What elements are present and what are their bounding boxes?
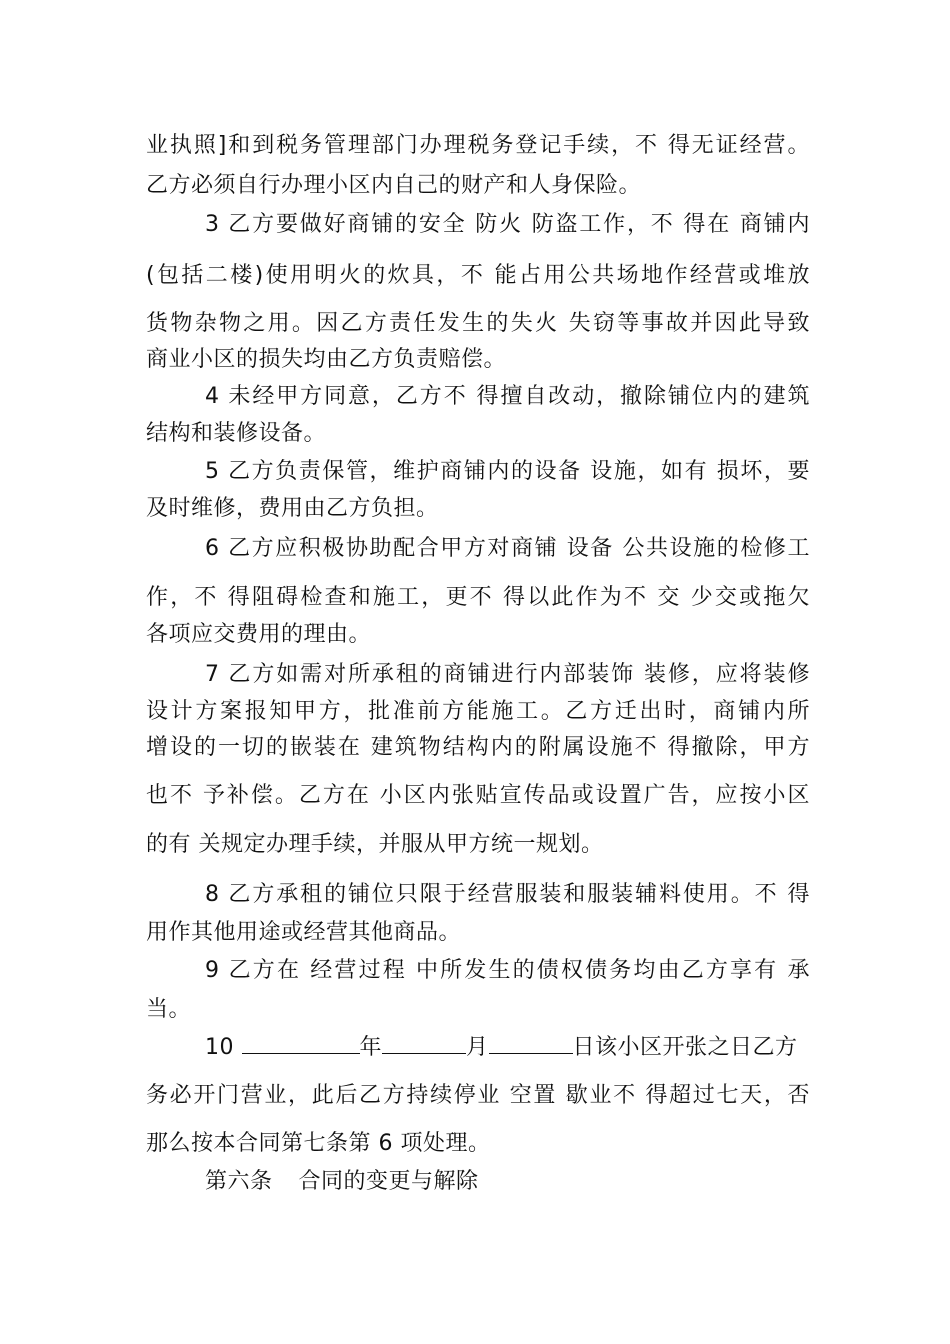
text-line: 货物杂物之用。因乙方责任发生的失火 失窃等事故并因此导致 (146, 311, 810, 336)
text-line: 作，不 得阻碍检查和施工，更不 得以此作为不 交 少交或拖欠 (146, 585, 810, 610)
month-label: 月 (466, 1035, 489, 1060)
paragraph-10-start (205, 1031, 810, 1061)
paragraph-3-start: 3 乙方要做好商铺的安全 防火 防盗工作，不 得在 商铺内 (205, 212, 810, 237)
item-number: 10 (205, 1035, 234, 1060)
text-line: 也不 予补偿。乙方在 小区内张贴宣传品或设置广告，应按小区 (146, 783, 810, 808)
text-line: 商业小区的损失均由乙方负责赔偿。 (146, 347, 507, 372)
month-blank (382, 1031, 466, 1054)
section-number: 第六条 (205, 1169, 273, 1194)
text-line: (包括二楼)使用明火的炊具，不 能占用公共场地作经营或堆放 (146, 263, 810, 288)
text-line: 设计方案报知甲方，批准前方能施工。乙方迁出时，商铺内所 (146, 699, 810, 724)
text-line: 各项应交费用的理由。 (146, 622, 372, 647)
day-blank (489, 1031, 573, 1054)
text-line: 结构和装修设备。 (146, 421, 327, 446)
paragraph-6-start: 6 乙方应积极协助配合甲方对商铺 设备 公共设施的检修工 (205, 536, 810, 561)
text-line: 用作其他用途或经营其他商品。 (146, 920, 462, 945)
paragraph-7-start: 7 乙方如需对所承租的商铺进行内部装饰 装修，应将装修 (205, 662, 810, 687)
year-label: 年 (359, 1035, 383, 1060)
section-heading (205, 1167, 810, 1197)
paragraph-9-start: 9 乙方在 经营过程 中所发生的债权债务均由乙方享有 承 (205, 958, 810, 983)
text-line: 那么按本合同第七条第 6 项处理。 (146, 1131, 491, 1156)
year-blank (242, 1031, 360, 1054)
text-line: 乙方必须自行办理小区内自己的财产和人身保险。 (146, 173, 642, 198)
paragraph-5-start: 5 乙方负责保管，维护商铺内的设备 设施，如有 损坏，要 (205, 459, 810, 484)
text-line: 的有 关规定办理手续，并服从甲方统一规划。 (146, 832, 604, 857)
section-title: 合同的变更与解除 (298, 1169, 479, 1194)
text-line: 及时维修，费用由乙方负担。 (146, 496, 439, 521)
text-line: 当。 (146, 997, 192, 1022)
paragraph-4-start: 4 未经甲方同意，乙方不 得擅自改动，撤除铺位内的建筑 (205, 384, 810, 409)
paragraph-8-start: 8 乙方承租的铺位只限于经营服装和服装辅料使用。不 得 (205, 882, 810, 907)
text-line: 增设的一切的嵌装在 建筑物结构内的附属设施不 得撤除，甲方 (146, 735, 810, 760)
text-line: 务必开门营业，此后乙方持续停业 空置 歇业不 得超过七天，否 (146, 1083, 810, 1108)
date-clause: 日该小区开张之日乙方 (572, 1035, 798, 1060)
text-line: 业执照]和到税务管理部门办理税务登记手续，不 得无证经营。 (146, 133, 810, 158)
